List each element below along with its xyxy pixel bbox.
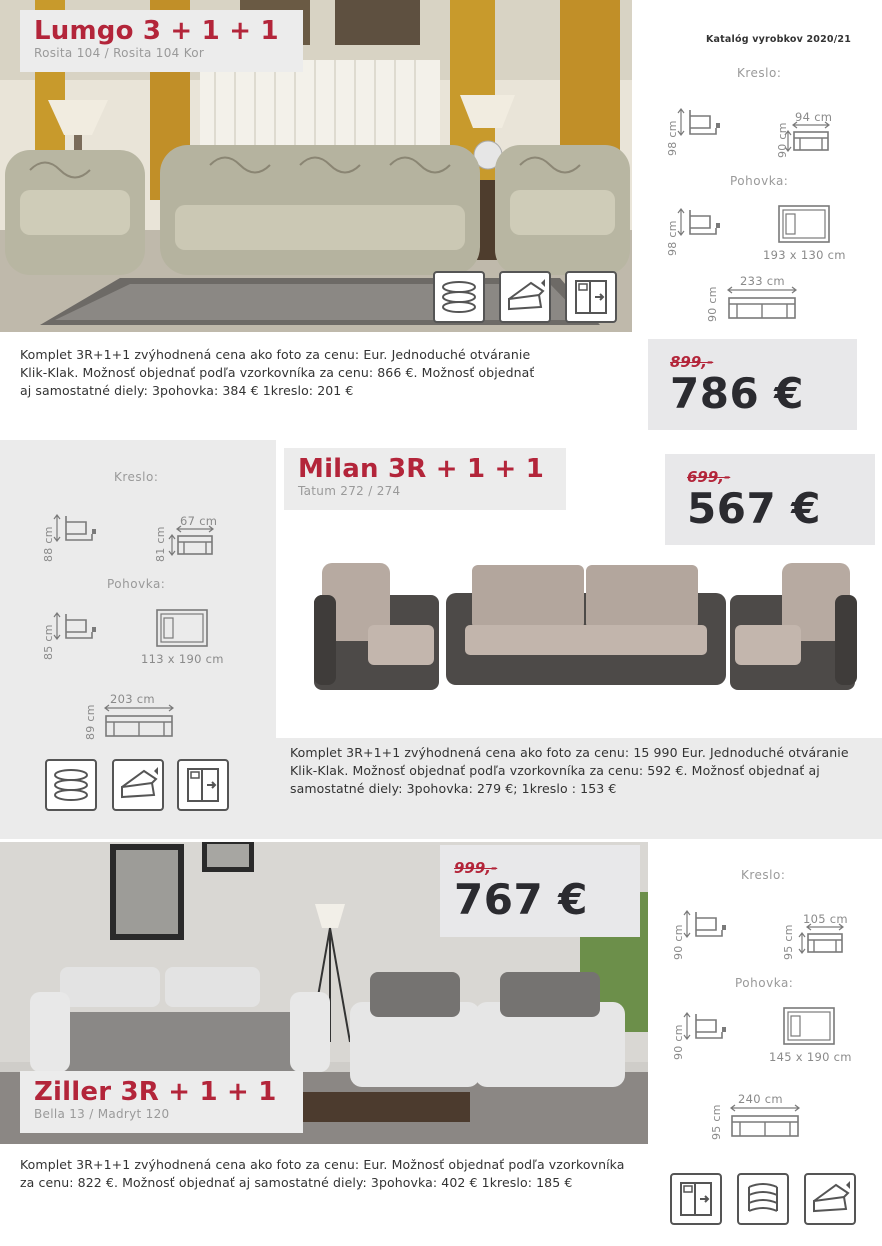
lumgo-description xyxy=(20,346,620,400)
description-line: Komplet 3R+1+1 zvýhodnená cena ako foto za cenu: Eur. Možnosť objednať podľa vzorkovníka xyxy=(20,1157,625,1172)
armchair-label: Kreslo: xyxy=(741,868,786,882)
ziller-title-box xyxy=(20,1071,303,1133)
armchair-label: Kreslo: xyxy=(737,66,782,80)
armchair-depth: 81 cm xyxy=(154,526,167,562)
product-title: Lumgo 3 + 1 + 1 xyxy=(34,16,279,46)
armchair-front-diagram xyxy=(168,524,222,558)
sofa-label: Pohovka: xyxy=(730,174,789,188)
armchair-depth: 95 cm xyxy=(782,924,795,960)
sofa-side-diagram xyxy=(676,208,732,240)
new-price: 767 € xyxy=(454,875,589,924)
bed-size: 193 x 130 cm xyxy=(763,248,846,262)
spring-icon xyxy=(433,271,485,323)
sofa-depth: 95 cm xyxy=(710,1104,723,1140)
product-title: Ziller 3R + 1 + 1 xyxy=(34,1077,277,1107)
armchair-side-diagram xyxy=(676,108,732,140)
armchair-height: 88 cm xyxy=(42,526,55,562)
sofa-front-diagram xyxy=(104,702,176,738)
product-fabric: Tatum 272 / 274 xyxy=(298,484,401,498)
old-price: 699,- xyxy=(687,468,731,486)
spring-icon xyxy=(45,759,97,811)
armchair-front-diagram xyxy=(798,922,852,956)
sofa-bed-icon xyxy=(670,1173,722,1225)
sofa-label: Pohovka: xyxy=(107,577,166,591)
sofa-bed-icon xyxy=(565,271,617,323)
milan-description xyxy=(290,744,870,798)
sofa-width: 233 cm xyxy=(740,274,785,288)
description-line: Komplet 3R+1+1 zvýhodnená cena ako foto za cenu: Eur. Jednoduché otváranie xyxy=(20,347,531,362)
product-fabric: Rosita 104 / Rosita 104 Kor xyxy=(34,46,205,60)
foam-layers-icon xyxy=(737,1173,789,1225)
description-line: Komplet 3R+1+1 zvýhodnená cena ako foto za cenu: 15 990 Eur. Jednoduché otváranie xyxy=(290,745,849,760)
product-fabric: Bella 13 / Madryt 120 xyxy=(34,1107,170,1121)
new-price: 786 € xyxy=(670,369,805,418)
milan-photo xyxy=(310,555,860,700)
bed-top-diagram xyxy=(777,204,831,244)
ziller-price-box xyxy=(440,845,640,937)
armchair-label: Kreslo: xyxy=(114,470,159,484)
product-title: Milan 3R + 1 + 1 xyxy=(298,454,545,484)
bed-size: 145 x 190 cm xyxy=(769,1050,852,1064)
description-line: Klik-Klak. Možnosť objednať podľa vzorkovníka za cenu: 866 €. Možnosť objednať xyxy=(20,365,535,380)
armchair-height: 98 cm xyxy=(666,120,679,156)
old-price: 999,- xyxy=(454,859,498,877)
armchair-side-diagram xyxy=(682,910,738,942)
sofa-depth: 90 cm xyxy=(706,286,719,322)
sofa-depth: 89 cm xyxy=(84,704,97,740)
sofa-width: 240 cm xyxy=(738,1092,783,1106)
sofa-height: 98 cm xyxy=(666,220,679,256)
lumgo-price-box xyxy=(648,339,857,430)
ziller-description xyxy=(20,1156,650,1192)
armchair-width: 94 cm xyxy=(795,110,833,124)
armchair-width: 67 cm xyxy=(180,514,218,528)
sofa-width: 203 cm xyxy=(110,692,155,706)
description-line: za cenu: 822 €. Možnosť objednať aj samostatné diely: 3pohovka: 402 € 1kreslo: 185 € xyxy=(20,1175,573,1190)
sofa-front-diagram xyxy=(730,1102,802,1138)
lumgo-title-box xyxy=(20,10,303,72)
milan-title-box xyxy=(284,448,566,510)
sofa-front-diagram xyxy=(727,284,799,320)
armchair-width: 105 cm xyxy=(803,912,848,926)
sofa-label: Pohovka: xyxy=(735,976,794,990)
old-price: 899,- xyxy=(670,353,714,371)
sofa-side-diagram xyxy=(682,1012,738,1044)
storage-box-icon xyxy=(499,271,551,323)
catalog-header: Katalóg vyrobkov 2020/21 xyxy=(706,34,852,45)
description-line: samostatné diely: 3pohovka: 279 €; 1kreslo : 153 € xyxy=(290,781,617,796)
armchair-depth: 90 cm xyxy=(776,122,789,158)
storage-box-icon xyxy=(112,759,164,811)
new-price: 567 € xyxy=(687,484,822,533)
armchair-front-diagram xyxy=(784,120,834,154)
armchair-side-diagram xyxy=(52,514,108,546)
description-line: Klik-Klak. Možnosť objednať podľa vzorkovníka za cenu: 592 €. Možnosť objednať aj xyxy=(290,763,820,778)
sofa-bed-icon xyxy=(177,759,229,811)
sofa-side-diagram xyxy=(52,612,108,644)
bed-size: 113 x 190 cm xyxy=(141,652,224,666)
bed-top-diagram xyxy=(155,608,209,648)
bed-top-diagram xyxy=(782,1006,836,1046)
description-line: aj samostatné diely: 3pohovka: 384 € 1kreslo: 201 € xyxy=(20,383,354,398)
sofa-height: 90 cm xyxy=(672,1024,685,1060)
milan-price-box xyxy=(665,454,875,545)
sofa-height: 85 cm xyxy=(42,624,55,660)
storage-box-icon xyxy=(804,1173,856,1225)
armchair-height: 90 cm xyxy=(672,924,685,960)
